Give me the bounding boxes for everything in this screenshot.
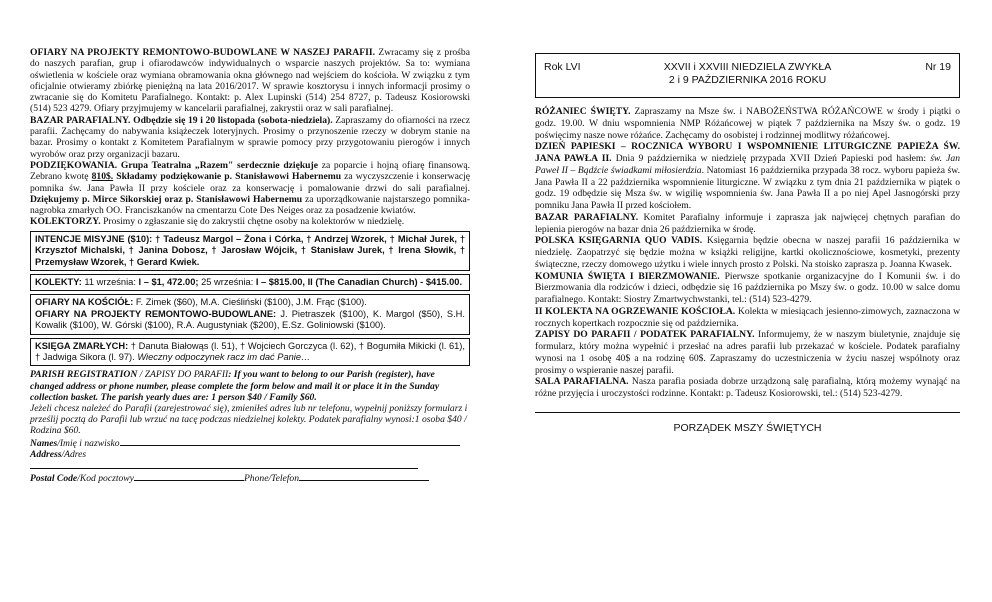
form-postal-row [30,472,470,484]
komunia-heading: KOMUNIA ŚWIĘTA I BIERZMOWANIE. [535,270,720,282]
intencje-label: INTENCJE MISYJNE ($10): [35,233,153,244]
form-phone-label: Phone/Telefon [243,473,300,485]
podziekowania-heading-2: Składamy podziękowanie p. Stanisławowi Habernemu [116,171,342,183]
sala-heading: SALA PARAFIALNA. [535,376,629,388]
registration-section [30,369,470,484]
form-postal-field[interactable] [134,472,244,481]
podziekowania-heading: PODZIĘKOWANIA. Grupa Teatralna „Razem" serdecznie dziękuje [30,159,318,171]
bazar-right-text: Komitet Parafialny informuje i zaprasza jak najwięcej chętnych parafian do lepienia pierogów na bazar dnia 26 października w środę. [535,211,960,235]
bazar-right-section [535,212,960,236]
ofiary-box [30,294,470,334]
form-name-label-en: Names [30,437,58,449]
bulletin-title [536,61,959,86]
form-name-row [30,437,470,449]
ksiega-text: † Danuta Białowąs (l. 51), † Wojciech Gorczyca (l. 62), † Bogumiła Mikicki (l. 61), † Jadwiga Sikora (l. 97). [35,340,465,362]
form-postal-label-pl: /Kod pocztowy [77,473,134,485]
dzien-papieski-text-1: Dnia 9 października w niedzielę przypada XVII Dzień Papieski pod hasłem: [615,153,927,164]
kolekty-box [30,274,470,291]
oficiary-text: Zwracamy się z prośba do naszych parafian, grup i ofiarodawców indywidualnych o wsparcie naszych projektów. Sa to: wymiana oświetlenia w kościele oraz wymiana obramowania okna głównego nad wejściem do kościoła. W związku z tym oficjalnie otwieramy zbiórkę pieniężną na lata 2016/2017. W sprawie kosztorysu i innych informacji prosimy o zwracanie się do Komitetu Parafialnego. Kontakt: p. Alex Lupinski (514) 254 8727, p. Tadeusz Kosiorowski (514) 523 4279. Ofiary przyjmujemy w kancelarii parafialnej, zakrystii oraz w sali parafialnej. [30,47,470,115]
issue-number: Nr 19 [925,61,951,73]
kolektorzy-heading: KOLEKTORZY. [30,216,101,228]
dzien-papieski-section [535,141,960,212]
dzien-papieski-heading: DZIEŃ PAPIESKI – ROCZNICA WYBORU I WSPOMNIENIE LITURGICZNE PAPIEŻA ŚW. JANA PAWŁA II. [535,141,960,164]
kolekty-text: 11 września: [84,276,136,287]
zapisy-section [535,329,960,376]
sala-text: Nasza parafia posiada dobrze urządzoną salę parafialną, którą możemy wynająć na różne przyjęcia i uroczystości rodzinne. Kontakt: p. Tadeusz Kosiorowski, tel.: (514) 523-4279. [535,376,960,399]
ksiegarnia-heading: POLSKA KSIĘGARNIA QUO VADIS. [535,235,703,247]
rozaniec-text: Zapraszamy na Msze św. i NABOŻEŃSTWA RÓŻAŃCOWE w środy i piątki o godz. 19.00. W dniu wspomnienia NMP Różańcowej w piątek 7 października na Mszy św. o godz. 19 poświęcimy nasze nowe różańce. Zachęcamy do osobistej i rodzinnej modlitwy różańcowej. [535,106,960,141]
bulletin-header [535,53,960,98]
kolekta-text: Kolekta w miesiącach jesienno-zimowych, zaznaczona w rocznych kopertkach rozpocznie się od października. [535,305,961,329]
form-address-label-en: Address [30,448,62,460]
bazar-right-heading: BAZAR PARAFIALNY. [535,211,639,223]
ksiega-italic: Wieczny odpoczynek racz im dać Panie… [137,352,311,362]
podziekowania-text-2: za wyczyszczenie i konserwację pomnika św. Jana Pawła II przy kościele oraz za konserwację i pomalowanie drzwi do sali parafialnej. [30,171,471,194]
intencje-box [30,231,470,271]
kolektorzy-section [30,216,470,227]
kolekty-value-2: I – $815.00, II (The Canadian Church) - $415.00. [255,276,463,287]
podziekowania-section [30,160,470,216]
kolekty-text-2: 25 września: [201,276,254,287]
kolekty-value-1: I – $1, 472.00; [138,276,199,287]
rozaniec-heading: RÓŻANIEC ŚWIĘTY. [535,106,631,117]
ksiegarnia-section [535,235,960,270]
right-page [535,0,960,602]
ksiega-box [30,338,470,367]
form-name-label-pl: /Imię i nazwisko [57,437,120,449]
dzien-papieski-motto: św. Jan Paweł II – Bądźcie świadkami miłosierdzia [535,153,960,176]
kolekta-section [535,306,960,330]
zapisy-text: Informujemy, że w naszym biuletynie, znajduje się formularz, który można wypełnić i przesłać na adres parafii lub przekazać w kościele. Podatek parafialny wynosi na 1 osobę 40$ a na rodzinę 60$. Zapraszamy do uczestniczenia w życiu naszej wspólnoty oraz prosimy o wspieranie naszej parafii. [535,329,960,376]
komunia-section [535,271,960,306]
oficiary-heading: OFIARY NA PROJEKTY REMONTOWO-BUDOWLANE W NASZEJ PARAFII. [30,47,375,58]
year-label: Rok LVI [544,61,581,73]
intencje-text: † Tadeusz Margol – Żona i Córka, † Andrzej Wzorek, † Michał Jurek, † Krzysztof Michalski, † Janina Dobosz, † Jarosław Wójcik, † Stanisław Jurek, † Irena Słowik, † Przemysław Wzorek, † Gerard Kwiek. [35,233,465,267]
registration-polish: Jeżeli chcesz należeć do Parafii (zarejestrować się), zmieniłeś adres lub nr telefonu, wypełnij poniższy formularz i prześlij pocztą do Parafii lub wrzuć na tacę podczas niedzielnej kolekty. Podatek parafialny wynosi:1 osoba $40 / Rodzina $60. [30,403,468,437]
bazar-section [30,115,470,160]
form-name-field[interactable] [120,437,460,446]
zapisy-heading: ZAPISY DO PARAFII / PODATEK PARAFIALNY. [535,329,755,341]
ofiary-label-2: OFIARY NA PROJEKTY REMONTOWO-BUDOWLANE: [35,308,277,319]
bazar-heading: BAZAR PARAFIALNY. Odbędzie się 19 i 20 listopada (sobota-niedziela). [30,114,333,126]
podziekowania-text-1: za poparcie i hojną ofiarę finansową. Zebrano kwotę [30,159,470,183]
podziekowania-heading-3: Dziękujemy p. Mirce Sikorskiej oraz p. Stanisławowi Habernemu [30,193,303,205]
form-phone-field[interactable] [299,472,429,481]
registration-heading: PARISH REGISTRATION [30,369,138,381]
form-postal-label-en: Postal Code [30,473,78,485]
ksiegarnia-text: Księgarnia będzie obecna w naszej parafii 16 października w niedzielę. Zaopatrzyć się będzie można w książki religijne, kartki okolicznościowe, kosmetyki, prezenty świąteczne, rzeczy domowego użytku i wiele innych prosto z Polski. Na stoisko zaprasza p. Joanna Kwasek. [535,235,960,270]
form-address-row [30,449,470,472]
registration-english: : If you want to belong to our Parish (register), have changed address or phone number, please complete the form below and mail it or place it in the Sunday collection basket. The parish yearly dues are: 1 person $40 / Family $60. [30,369,440,403]
bulletin-title-line-1: XXVII i XXVIII NIEDZIELA ZWYKŁA [663,61,832,73]
podziekowania-text-3: za uporządkowanie najstarszego pomnika-nagrobka zmarłych OO. Franciszkanów na cmentarzu Cote Des Neiges oraz za posadzenie kwiatów. [30,193,471,217]
oficiary-section [30,47,470,115]
komunia-text: Pierwsze spotkanie organizacyjne do I Komunii św. i do Bierzmowania dla rodziców i dzieci, odbędzie się 16 października po Mszy św. o godz. 10.00 w salce domu parafialnego. Kontakt: Siostry Zmartwychwstanki, tel.: (514) 523-4279. [535,270,960,305]
ksiega-label: KSIĘGA ZMARŁYCH: [35,340,129,351]
kolektorzy-text: Prosimy o zgłaszanie się do zakrystii chętne osoby na kolektorów w niedzielę. [103,216,405,228]
sala-section [535,376,960,400]
ofiary-label: OFIARY NA KOŚCIÓŁ: [35,297,134,308]
kolekty-label: KOLEKTY: [35,276,82,287]
form-address-label-pl: /Adres [61,448,87,460]
podziekowania-amount: 810$. [91,171,114,183]
left-page [30,0,470,602]
kolekta-heading: II KOLEKTA NA OGRZEWANIE KOŚCIOŁA. [535,305,736,317]
bazar-text: Zapraszamy do ofiarności na rzecz parafii. Zachęcamy do nabywania książeczek loteryjnych. Prosimy o przynoszenie rzeczy w dobrym stanie na bazar. Prosimy o kontakt z Komitetem Parafialnym w sprawie pomocy przy przygotowaniu pierogów i innych wyrobów oraz przy organizacji bazaru. [30,114,470,160]
porzadek-heading: PORZĄDEK MSZY ŚWIĘTYCH [535,412,960,434]
form-address-field[interactable] [30,460,418,469]
rozaniec-section [535,106,960,141]
ofiary-text: F. Zimek ($60), M.A. Cieśliński ($100), J.M. Frąc ($100). [135,297,367,308]
dzien-papieski-text-2: . Natomiast 16 października przypada 38 rocz. wyboru papieża św. Jana Pawła II a 22 października wspomnienie liturgiczne. W związku z tym dnia 21 października w piątek o godz. 19 odbędzie się Msza św. w wigilię wspomnienia św. Jana Pawła II a po niej Apel Jasnogórski przy pomniku Jana Pawła II przed kościołem. [535,164,960,211]
bulletin-title-line-2: 2 i 9 PAŹDZIERNIKA 2016 ROKU [668,73,827,86]
ofiary-text-2: J. Pietraszek ($100), K. Margol ($50), S.H. Kowalik ($100), W. Górski ($100), R.A. Augustyniak ($200), E.Sz. Goliniowski ($100). [35,308,465,331]
registration-heading-2: / ZAPISY DO PARAFII [139,369,229,381]
